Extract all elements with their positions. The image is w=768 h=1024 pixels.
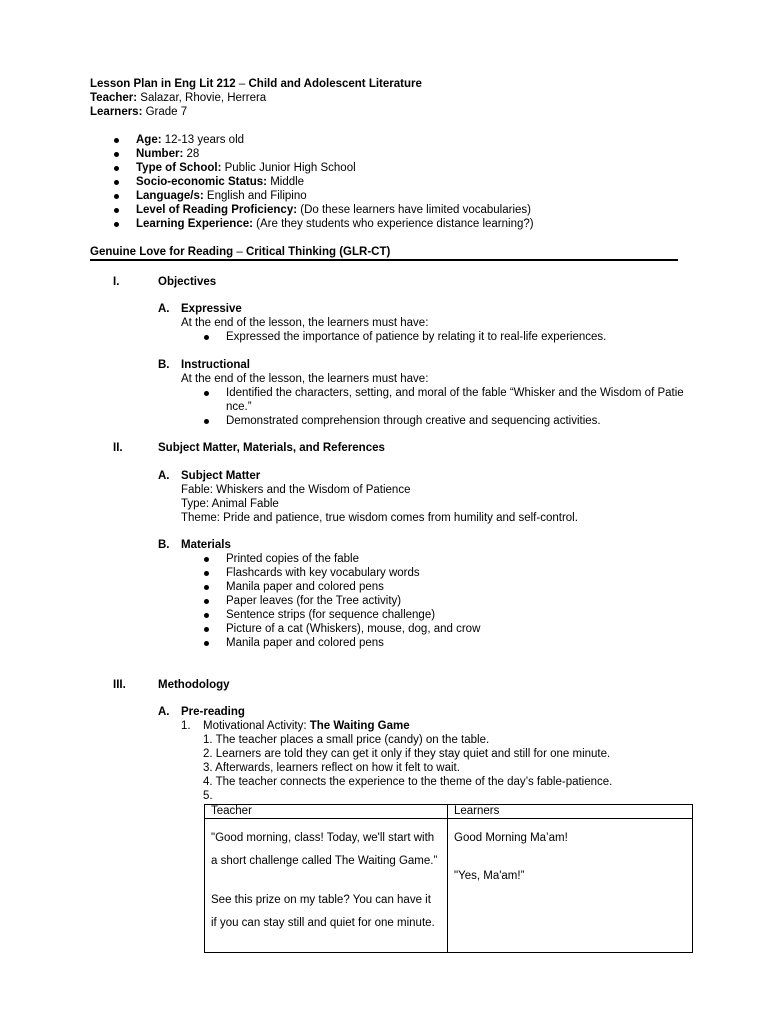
title-subject: Child and Adolescent Literature (248, 78, 422, 90)
list-item: Manila paper and colored pens (226, 637, 384, 649)
list-item: Sentence strips (for sequence challenge) (226, 609, 436, 621)
bullet-icon (204, 571, 209, 576)
item-value: Public Junior High School (221, 162, 356, 174)
subsection-title: Pre-reading (181, 706, 245, 718)
teacher-cell (205, 819, 448, 953)
item-value: (Are they students who experience distance learning?) (252, 218, 534, 230)
bullet-icon (114, 208, 119, 213)
item-label: Age: (136, 134, 162, 146)
list-item: Printed copies of the fable (226, 553, 359, 565)
bullet-icon (204, 557, 209, 562)
dialogue-table (204, 804, 693, 953)
list-item: Expressed the importance of patience by relating it to real-life experiences. (226, 331, 607, 343)
learners-label: Learners: (90, 106, 143, 118)
activity-step: 4. The teacher connects the experience to the theme of the day’s fable-patience. (203, 776, 613, 788)
bullet-icon (204, 585, 209, 590)
teacher-line: a short challenge called The Waiting Game.” (211, 855, 438, 867)
list-item (136, 147, 199, 161)
subsection-title: Subject Matter (181, 470, 261, 482)
section-number: II. (113, 442, 123, 454)
bullet-icon (204, 419, 209, 424)
teacher-line (90, 91, 266, 105)
activity-name: The Waiting Game (309, 720, 410, 732)
bullet-icon (204, 627, 209, 632)
subsection-letter: A. (158, 706, 170, 718)
list-item (136, 175, 304, 189)
objective-intro: At the end of the lesson, the learners must have: (181, 317, 429, 329)
teacher-line: if you can stay still and quiet for one minute. (211, 917, 435, 929)
subsection-letter: A. (158, 470, 170, 482)
item-label: Language/s: (136, 190, 204, 202)
list-item-continuation: nce.” (226, 401, 252, 413)
activity-label: Motivational Activity: (203, 720, 310, 732)
activity-step: 1. The teacher places a small price (candy) on the table. (203, 734, 490, 746)
subsection-title: Expressive (181, 303, 242, 315)
table-row (205, 819, 693, 953)
item-value: English and Filipino (203, 190, 307, 202)
item-value: (Do these learners have limited vocabularies) (297, 204, 531, 216)
approach-left: Genuine Love for Reading (90, 246, 234, 258)
bullet-icon (204, 599, 209, 604)
list-item (136, 161, 356, 175)
list-item: Manila paper and colored pens (226, 581, 384, 593)
list-item: Paper leaves (for the Tree activity) (226, 595, 402, 607)
title-course: Lesson Plan in Eng Lit 212 (90, 78, 236, 90)
learner-line-blank (454, 850, 686, 865)
list-item: Demonstrated comprehension through creative and sequencing activities. (226, 415, 601, 427)
activity-step: 5. (203, 790, 213, 802)
bullet-icon (114, 194, 119, 199)
list-item (136, 189, 307, 203)
item-value: Middle (267, 176, 305, 188)
list-item: Picture of a cat (Whiskers), mouse, dog, and crow (226, 623, 481, 635)
bullet-icon (114, 138, 119, 143)
learners-cell (448, 819, 693, 953)
bullet-icon (114, 152, 119, 157)
objective-intro: At the end of the lesson, the learners must have: (181, 373, 429, 385)
list-item (136, 203, 531, 217)
subsection-letter: B. (158, 359, 170, 371)
section-number: III. (113, 679, 126, 691)
item-label: Socio-economic Status: (136, 176, 267, 188)
teacher-value: Salazar, Rhovie, Herrera (137, 92, 267, 104)
subject-type: Type: Animal Fable (181, 498, 279, 510)
subsection-letter: B. (158, 539, 170, 551)
item-label: Level of Reading Proficiency: (136, 204, 298, 216)
section-title: Objectives (158, 276, 217, 288)
bullet-icon (204, 613, 209, 618)
item-label: Type of School: (136, 162, 222, 174)
bullet-icon (204, 641, 209, 646)
bullet-icon (114, 180, 119, 185)
learner-line: "Yes, Ma'am!” (454, 870, 525, 882)
teacher-line: See this prize on my table? You can have it (211, 894, 431, 906)
bullet-icon (204, 335, 209, 340)
item-value: 12-13 years old (161, 134, 245, 146)
learner-line: Good Morning Ma’am! (454, 832, 568, 844)
section-number: I. (113, 276, 120, 288)
item-label: Learning Experience: (136, 218, 253, 230)
subject-theme: Theme: Pride and patience, true wisdom comes from humility and self-control. (181, 512, 578, 524)
approach-dash: – (233, 246, 246, 258)
title-dash: – (235, 78, 249, 90)
column-header-learners: Learners (448, 805, 693, 819)
list-item: Identified the characters, setting, and moral of the fable “Whisker and the Wisdom of Patie (226, 387, 684, 399)
bullet-icon (114, 166, 119, 171)
approach-heading (90, 245, 390, 259)
activity-number: 1. (181, 720, 191, 732)
column-header-teacher: Teacher (205, 805, 448, 819)
section-divider (90, 259, 678, 261)
approach-right: Critical Thinking (GLR-CT) (245, 246, 391, 258)
teacher-line: "Good morning, class! Today, we'll start with (211, 832, 435, 844)
activity-heading (203, 719, 410, 733)
list-item: Flashcards with key vocabulary words (226, 567, 420, 579)
table-header-row (205, 805, 693, 819)
section-title: Methodology (158, 679, 230, 691)
bullet-icon (204, 391, 209, 396)
subsection-title: Materials (181, 539, 231, 551)
item-value: 28 (183, 148, 200, 160)
list-item (136, 133, 244, 147)
list-item (136, 217, 534, 231)
teacher-label: Teacher: (90, 92, 138, 104)
activity-step: 2. Learners are told they can get it only if they stay quiet and still for one minute. (203, 748, 611, 760)
teacher-line-blank (211, 873, 441, 889)
section-title: Subject Matter, Materials, and References (158, 442, 385, 454)
activity-step: 3. Afterwards, learners reflect on how it felt to wait. (203, 762, 460, 774)
document-title (90, 77, 422, 91)
learners-line (90, 105, 187, 119)
subsection-letter: A. (158, 303, 170, 315)
subsection-title: Instructional (181, 359, 251, 371)
subject-fable: Fable: Whiskers and the Wisdom of Patience (181, 484, 411, 496)
bullet-icon (114, 222, 119, 227)
item-label: Number: (136, 148, 184, 160)
learners-value: Grade 7 (142, 106, 188, 118)
